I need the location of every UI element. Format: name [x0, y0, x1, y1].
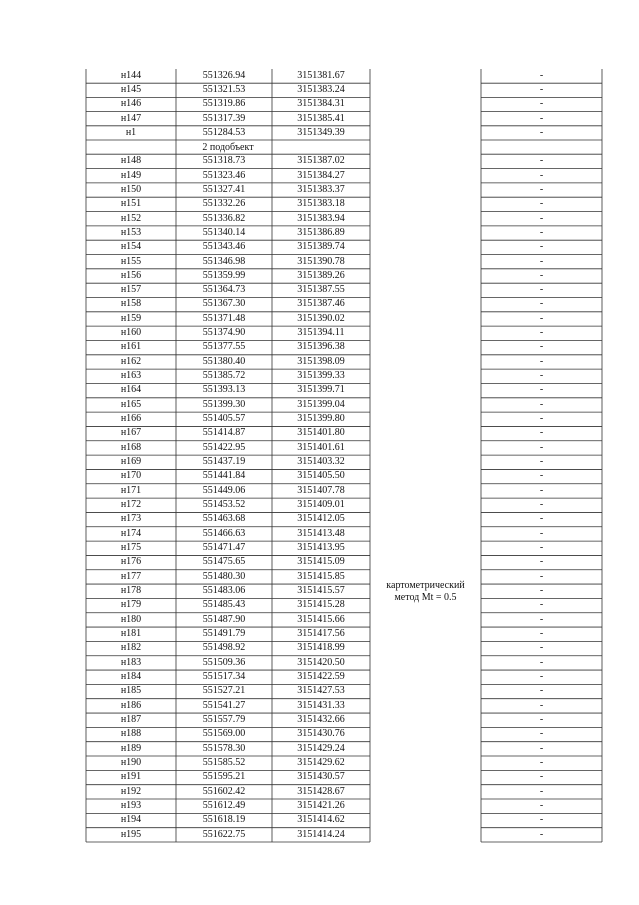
- cell-y: 3151414.62: [297, 814, 345, 826]
- cell-err: -: [539, 269, 544, 281]
- cell-err: -: [539, 226, 544, 238]
- cell-id: н145: [120, 84, 142, 96]
- cell-x: 551466.63: [202, 527, 246, 539]
- cell-y: 3151384.27: [297, 169, 345, 181]
- cell-y: 3151398.09: [297, 355, 345, 367]
- cell-x: 551399.30: [202, 398, 246, 410]
- cell-id: н166: [120, 413, 142, 425]
- cell-x: 551414.87: [202, 427, 246, 439]
- cell-y: 3151386.89: [297, 226, 345, 238]
- cell-y: 3151422.59: [297, 671, 345, 683]
- cell-y: 3151405.50: [297, 470, 345, 482]
- cell-err: -: [539, 284, 544, 296]
- cell-x: 551453.52: [202, 499, 246, 511]
- cell-id: н158: [120, 298, 142, 310]
- cell-x: 551380.40: [202, 355, 246, 367]
- cell-y: 3151399.71: [297, 384, 345, 396]
- cell-id: н194: [120, 814, 142, 826]
- cell-y: 3151401.61: [297, 441, 345, 453]
- cell-x: 551346.98: [202, 255, 246, 267]
- cell-x: 551326.94: [202, 70, 246, 81]
- cell-x: 551509.36: [202, 656, 246, 668]
- cell-id: н191: [120, 771, 142, 783]
- cell-x: 551602.42: [202, 785, 246, 797]
- cell-id: н183: [120, 656, 142, 668]
- cell-x: 551340.14: [202, 226, 246, 238]
- cell-y: 3151407.78: [297, 484, 345, 496]
- cell-y: 3151432.66: [297, 714, 345, 726]
- cell-y: 3151415.09: [297, 556, 345, 568]
- cell-x: 551618.19: [202, 814, 246, 826]
- cell-y: 3151385.41: [297, 112, 345, 124]
- cell-x: 551336.82: [202, 212, 246, 224]
- cell-id: н189: [120, 742, 142, 754]
- cell-y: 3151387.02: [297, 155, 345, 167]
- cell-x: 551343.46: [202, 241, 246, 253]
- cell-err: -: [539, 499, 544, 511]
- cell-y: 3151415.66: [297, 613, 345, 625]
- cell-y: 3151430.76: [297, 728, 345, 740]
- cell-id: н150: [120, 183, 142, 195]
- cell-y: 3151413.95: [297, 542, 345, 554]
- cell-x: 551327.41: [202, 183, 246, 195]
- cell-id: н184: [120, 671, 142, 683]
- cell-id: н147: [120, 112, 142, 124]
- cell-id: н193: [120, 800, 142, 811]
- cell-x: 551498.92: [202, 642, 246, 654]
- method-line-2: метод Mt = 0.5: [394, 592, 457, 603]
- cell-y: 3151394.11: [297, 327, 345, 339]
- cell-y: 3151349.39: [297, 126, 345, 138]
- cell-x: 551371.48: [202, 312, 246, 324]
- cell-id: н1: [125, 126, 137, 138]
- cell-err: -: [539, 441, 544, 453]
- cell-err: -: [539, 470, 544, 482]
- cell-id: н156: [120, 269, 142, 281]
- cell-err: -: [539, 484, 544, 496]
- cell-err: -: [539, 814, 544, 826]
- cell-err: -: [539, 685, 544, 697]
- cell-err: -: [539, 84, 544, 96]
- cell-id: н173: [120, 513, 142, 525]
- cell-err: -: [539, 527, 544, 539]
- cell-id: н176: [120, 556, 142, 568]
- cell-x: 551527.21: [202, 685, 246, 697]
- cell-x: 551517.34: [202, 671, 246, 683]
- cell-y: 3151381.67: [297, 70, 345, 81]
- cell-x: 551483.06: [202, 585, 246, 597]
- cell-x: 551480.30: [202, 570, 246, 582]
- cell-y: 3151396.38: [297, 341, 345, 353]
- cell-err: -: [539, 126, 544, 138]
- cell-id: н160: [120, 327, 142, 339]
- cell-err: -: [539, 585, 544, 597]
- cell-err: -: [539, 298, 544, 310]
- cell-y: 3151399.33: [297, 370, 345, 382]
- cell-err: -: [539, 341, 544, 353]
- cell-err: -: [539, 714, 544, 726]
- cell-id: н153: [120, 226, 142, 238]
- cell-err: -: [539, 212, 544, 224]
- section-header: 2 подобъект: [202, 142, 254, 153]
- cell-y: 3151418.99: [297, 642, 345, 654]
- cell-x: 551317.39: [202, 112, 246, 124]
- cell-y: 3151383.37: [297, 183, 345, 195]
- cell-x: 551485.43: [202, 599, 246, 611]
- cell-id: н195: [120, 828, 142, 840]
- cell-id: н167: [120, 427, 142, 439]
- cell-err: -: [539, 241, 544, 253]
- cell-err: -: [539, 570, 544, 582]
- cell-y: 3151390.02: [297, 312, 345, 324]
- cell-y: 3151429.24: [297, 742, 345, 754]
- cell-err: -: [539, 98, 544, 110]
- cell-id: н188: [120, 728, 142, 740]
- cell-x: 551364.73: [202, 284, 246, 296]
- cell-err: -: [539, 355, 544, 367]
- cell-x: 551393.13: [202, 384, 246, 396]
- cell-err: -: [539, 427, 544, 439]
- cell-x: 551541.27: [202, 699, 246, 711]
- cell-y: 3151415.28: [297, 599, 345, 611]
- cell-x: 551405.57: [202, 413, 246, 425]
- cell-id: н192: [120, 785, 142, 797]
- cell-id: н182: [120, 642, 142, 654]
- cell-x: 551487.90: [202, 613, 246, 625]
- cell-id: н180: [120, 613, 142, 625]
- cell-x: 551557.79: [202, 714, 246, 726]
- cell-x: 551595.21: [202, 771, 246, 783]
- cell-x: 551284.53: [202, 126, 246, 138]
- cell-id: н168: [120, 441, 142, 453]
- cell-y: 3151420.50: [297, 656, 345, 668]
- cell-id: н149: [120, 169, 142, 181]
- cell-y: 3151383.24: [297, 84, 345, 96]
- cell-y: 3151383.18: [297, 198, 345, 210]
- cell-err: -: [539, 169, 544, 181]
- cell-x: 551367.30: [202, 298, 246, 310]
- cell-err: -: [539, 757, 544, 769]
- cell-id: н169: [120, 456, 142, 468]
- cell-x: 551377.55: [202, 341, 246, 353]
- cell-y: 3151414.24: [297, 828, 345, 840]
- cell-id: н179: [120, 599, 142, 611]
- cell-id: н148: [120, 155, 142, 167]
- cell-y: 3151383.94: [297, 212, 345, 224]
- cell-err: -: [539, 785, 544, 797]
- cell-y: 3151421.26: [297, 800, 345, 811]
- cell-err: -: [539, 513, 544, 525]
- cell-id: н157: [120, 284, 142, 296]
- cell-id: н175: [120, 542, 142, 554]
- cell-x: 551578.30: [202, 742, 246, 754]
- cell-y: 3151389.74: [297, 241, 345, 253]
- cell-x: 551475.65: [202, 556, 246, 568]
- cell-y: 3151412.05: [297, 513, 345, 525]
- cell-err: -: [539, 542, 544, 554]
- cell-y: 3151389.26: [297, 269, 345, 281]
- cell-x: 551374.90: [202, 327, 246, 339]
- cell-id: н170: [120, 470, 142, 482]
- cell-err: -: [539, 728, 544, 740]
- cell-y: 3151399.04: [297, 398, 345, 410]
- cell-id: н174: [120, 527, 142, 539]
- cell-err: -: [539, 642, 544, 654]
- cell-err: -: [539, 613, 544, 625]
- cell-id: н144: [120, 70, 142, 81]
- cell-y: 3151401.80: [297, 427, 345, 439]
- cell-id: н164: [120, 384, 142, 396]
- cell-id: н152: [120, 212, 142, 224]
- cell-y: 3151431.33: [297, 699, 345, 711]
- cell-id: н178: [120, 585, 142, 597]
- cell-err: -: [539, 742, 544, 754]
- cell-err: -: [539, 413, 544, 425]
- cell-y: 3151413.48: [297, 527, 345, 539]
- cell-id: н162: [120, 355, 142, 367]
- cell-y: 3151415.85: [297, 570, 345, 582]
- cell-id: н177: [120, 570, 142, 582]
- cell-err: -: [539, 828, 544, 840]
- cell-err: -: [539, 327, 544, 339]
- cell-y: 3151399.80: [297, 413, 345, 425]
- cell-err: -: [539, 312, 544, 324]
- cell-err: -: [539, 671, 544, 683]
- cell-err: -: [539, 800, 544, 811]
- cell-x: 551622.75: [202, 828, 246, 840]
- cell-y: 3151427.53: [297, 685, 345, 697]
- cell-err: -: [539, 198, 544, 210]
- cell-x: 551612.49: [202, 800, 246, 811]
- cell-id: н185: [120, 685, 142, 697]
- cell-id: н154: [120, 241, 142, 253]
- cell-err: -: [539, 656, 544, 668]
- cell-x: 551385.72: [202, 370, 246, 382]
- cell-x: 551321.53: [202, 84, 246, 96]
- cell-y: 3151403.32: [297, 456, 345, 468]
- method-note: [370, 580, 481, 604]
- cell-id: н172: [120, 499, 142, 511]
- cell-id: н159: [120, 312, 142, 324]
- cell-err: -: [539, 771, 544, 783]
- cell-x: 551332.26: [202, 198, 246, 210]
- cell-id: н187: [120, 714, 142, 726]
- cell-y: 3151387.55: [297, 284, 345, 296]
- cell-x: 551463.68: [202, 513, 246, 525]
- cell-x: 551471.47: [202, 542, 246, 554]
- cell-y: 3151417.56: [297, 628, 345, 640]
- cell-id: н186: [120, 699, 142, 711]
- cell-x: 551449.06: [202, 484, 246, 496]
- cell-x: 551441.84: [202, 470, 246, 482]
- cell-id: н181: [120, 628, 142, 640]
- cell-x: 551569.00: [202, 728, 246, 740]
- cell-err: -: [539, 556, 544, 568]
- cell-y: 3151390.78: [297, 255, 345, 267]
- cell-err: -: [539, 398, 544, 410]
- cell-id: н155: [120, 255, 142, 267]
- cell-err: -: [539, 628, 544, 640]
- cell-y: 3151430.57: [297, 771, 345, 783]
- cell-x: 551491.79: [202, 628, 246, 640]
- cell-x: 551437.19: [202, 456, 246, 468]
- cell-y: 3151409.01: [297, 499, 345, 511]
- cell-err: -: [539, 370, 544, 382]
- cell-err: -: [539, 183, 544, 195]
- cell-err: -: [539, 70, 544, 81]
- cell-id: н171: [120, 484, 142, 496]
- cell-y: 3151428.67: [297, 785, 345, 797]
- cell-x: 551319.86: [202, 98, 246, 110]
- cell-y: 3151429.62: [297, 757, 345, 769]
- cell-err: -: [539, 456, 544, 468]
- cell-y: 3151387.46: [297, 298, 345, 310]
- cell-id: н165: [120, 398, 142, 410]
- cell-id: н163: [120, 370, 142, 382]
- cell-id: н161: [120, 341, 142, 353]
- cell-x: 551318.73: [202, 155, 246, 167]
- cell-err: -: [539, 112, 544, 124]
- cell-err: -: [539, 155, 544, 167]
- cell-id: н151: [120, 198, 142, 210]
- method-line-1: картометрический: [386, 580, 465, 591]
- cell-y: 3151415.57: [297, 585, 345, 597]
- cell-err: -: [539, 699, 544, 711]
- cell-id: н190: [120, 757, 142, 769]
- cell-err: -: [539, 599, 544, 611]
- cell-y: 3151384.31: [297, 98, 345, 110]
- cell-err: -: [539, 255, 544, 267]
- cell-err: -: [539, 384, 544, 396]
- cell-id: н146: [120, 98, 142, 110]
- cell-x: 551422.95: [202, 441, 246, 453]
- cell-x: 551585.52: [202, 757, 246, 769]
- cell-x: 551359.99: [202, 269, 246, 281]
- cell-x: 551323.46: [202, 169, 246, 181]
